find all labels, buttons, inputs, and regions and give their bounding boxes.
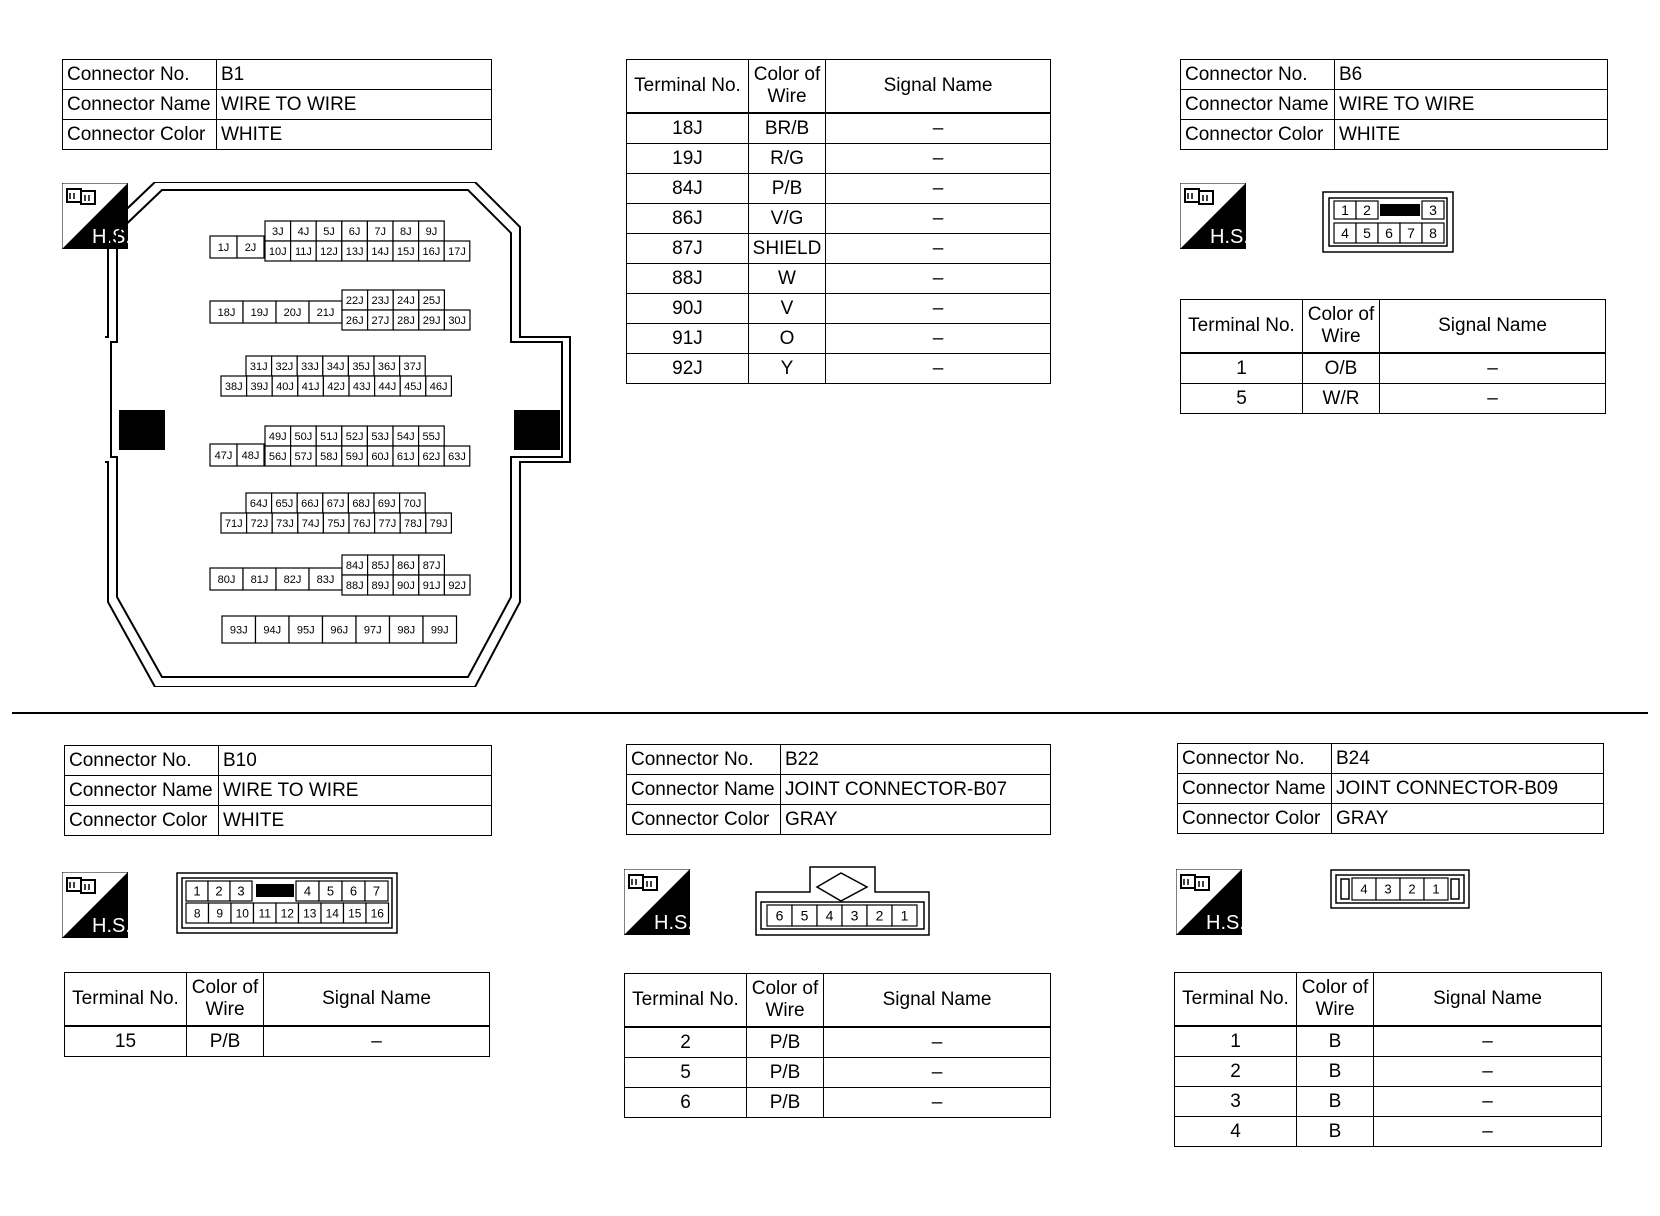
terminal-no-cell: 90J bbox=[627, 294, 749, 324]
pin-label: 15 bbox=[348, 906, 362, 921]
pin-label: 18J bbox=[217, 306, 236, 319]
pin-label: 11J bbox=[294, 245, 312, 258]
signal-name-cell: – bbox=[826, 204, 1051, 234]
hs-label: H.S. bbox=[92, 226, 128, 248]
pin-label: 34J bbox=[326, 360, 345, 373]
connector-name-value: WIRE TO WIRE bbox=[219, 776, 492, 806]
pin-label: 23J bbox=[371, 294, 390, 307]
terminal-no-header: Terminal No. bbox=[65, 973, 187, 1027]
b24-terminal-table bbox=[1174, 972, 1602, 1147]
terminal-no-cell: 86J bbox=[627, 204, 749, 234]
pin-label: 3 bbox=[237, 883, 245, 899]
pin-label: 6J bbox=[348, 225, 361, 238]
wire-color-cell: B bbox=[1297, 1087, 1374, 1117]
signal-name-header: Signal Name bbox=[1374, 973, 1602, 1027]
pin-label: 1J bbox=[217, 241, 230, 254]
b24-connector-face bbox=[1330, 869, 1470, 909]
pin-label: 96J bbox=[330, 624, 349, 637]
pin-label: 2 bbox=[1363, 202, 1371, 219]
pin-label: 41J bbox=[301, 380, 320, 393]
signal-name-cell: – bbox=[824, 1058, 1051, 1088]
pin-label: 94J bbox=[263, 624, 282, 637]
table-row bbox=[625, 1027, 1051, 1058]
color-of-wire-header: Color of Wire bbox=[749, 60, 826, 114]
pin-label: 77J bbox=[378, 517, 397, 530]
pin-label: 4 bbox=[1341, 225, 1349, 242]
signal-name-cell: – bbox=[826, 144, 1051, 174]
pin-label: 13J bbox=[345, 245, 364, 258]
pin-label: 30J bbox=[448, 314, 467, 327]
svg-text:H.S.: H.S. bbox=[1210, 226, 1246, 248]
pin-label: 56J bbox=[268, 450, 287, 463]
pin-label: 5 bbox=[1363, 225, 1371, 242]
pin-label: 3 bbox=[1384, 881, 1392, 897]
signal-name-header: Signal Name bbox=[264, 973, 490, 1027]
pin-label: 73J bbox=[276, 517, 294, 530]
connector-name-value: JOINT CONNECTOR-B07 bbox=[781, 775, 1051, 805]
table-row bbox=[627, 324, 1051, 354]
table-row bbox=[627, 204, 1051, 234]
pin-label: 2 bbox=[875, 907, 884, 924]
pin-label: 63J bbox=[448, 450, 466, 463]
pin-label: 68J bbox=[352, 497, 371, 510]
connector-color-label: Connector Color bbox=[63, 120, 217, 150]
terminal-no-cell: 19J bbox=[627, 144, 749, 174]
pin-label: 8 bbox=[1429, 225, 1437, 242]
pin-label: 71J bbox=[224, 517, 243, 530]
connector-name-label: Connector Name bbox=[65, 776, 219, 806]
pin-label: 27J bbox=[371, 314, 390, 327]
pin-label: 80J bbox=[217, 573, 236, 586]
pin-label: 4J bbox=[297, 225, 310, 238]
wire-color-cell: V bbox=[749, 294, 826, 324]
signal-name-cell: – bbox=[826, 294, 1051, 324]
connector-name-label: Connector Name bbox=[63, 90, 217, 120]
pin-label: 22J bbox=[345, 294, 364, 307]
terminal-no-cell: 18J bbox=[627, 113, 749, 144]
pin-label: 9J bbox=[425, 225, 438, 238]
color-of-wire-header: Color of Wire bbox=[1297, 973, 1374, 1027]
pin-label: 6 bbox=[1385, 225, 1393, 242]
pin-label: 85J bbox=[371, 559, 390, 572]
signal-name-cell: – bbox=[826, 264, 1051, 294]
signal-name-cell: – bbox=[1374, 1087, 1602, 1117]
pin-label: 78J bbox=[404, 517, 422, 530]
pin-label: 29J bbox=[422, 314, 441, 327]
signal-name-header: Signal Name bbox=[1380, 300, 1606, 354]
terminal-no-cell: 1 bbox=[1175, 1026, 1297, 1057]
pin-label: 16 bbox=[370, 906, 384, 921]
pin-label: 35J bbox=[352, 360, 371, 373]
pin-label: 70J bbox=[403, 497, 422, 510]
pin-label: 25J bbox=[422, 294, 441, 307]
terminal-no-cell: 2 bbox=[625, 1027, 747, 1058]
pin-label: 44J bbox=[378, 380, 397, 393]
pin-label: 81J bbox=[250, 573, 269, 586]
pin-label: 4 bbox=[303, 883, 312, 899]
pin-label: 5 bbox=[326, 883, 335, 899]
b22-terminal-table bbox=[624, 973, 1051, 1118]
pin-label: 2 bbox=[1408, 881, 1416, 897]
b22-info-table bbox=[626, 744, 1051, 835]
pin-label: 98J bbox=[397, 624, 416, 637]
pin-label: 7J bbox=[374, 225, 387, 238]
terminal-no-cell: 84J bbox=[627, 174, 749, 204]
terminal-no-cell: 1 bbox=[1181, 353, 1303, 384]
connector-no-label: Connector No. bbox=[63, 60, 217, 90]
terminal-no-cell: 87J bbox=[627, 234, 749, 264]
table-row bbox=[1175, 1087, 1602, 1117]
pin-label: 4 bbox=[825, 907, 834, 924]
hs-icon bbox=[62, 872, 128, 938]
terminal-no-cell: 4 bbox=[1175, 1117, 1297, 1147]
terminal-no-header: Terminal No. bbox=[625, 974, 747, 1028]
pin-label: 69J bbox=[377, 497, 396, 510]
pin-label: 12J bbox=[320, 245, 338, 258]
signal-name-cell: – bbox=[826, 354, 1051, 384]
color-of-wire-header: Color of Wire bbox=[747, 974, 824, 1028]
pin-label: 24J bbox=[397, 294, 415, 307]
pin-label: 1 bbox=[900, 907, 909, 924]
pin-label: 75J bbox=[327, 517, 346, 530]
section-divider bbox=[12, 712, 1648, 714]
connector-no-label: Connector No. bbox=[65, 746, 219, 776]
pin-label: 26J bbox=[345, 314, 364, 327]
pin-label: 13 bbox=[303, 906, 317, 921]
signal-name-cell: – bbox=[1374, 1026, 1602, 1057]
pin-label: 79J bbox=[429, 517, 448, 530]
pin-label: 17J bbox=[448, 245, 466, 258]
pin-label: 3 bbox=[850, 907, 859, 924]
pin-label: 15J bbox=[396, 245, 415, 258]
pin-label: 61J bbox=[396, 450, 415, 463]
connector-color-value: GRAY bbox=[1332, 804, 1604, 834]
pin-label: 38J bbox=[224, 380, 243, 393]
connector-no-label: Connector No. bbox=[1178, 744, 1332, 774]
hs-icon bbox=[1180, 183, 1246, 249]
wire-color-cell: O/B bbox=[1303, 353, 1380, 384]
b1-connector-face bbox=[105, 182, 575, 687]
pin-label: 58J bbox=[320, 450, 338, 463]
pin-label: 59J bbox=[345, 450, 364, 463]
connector-color-value: WHITE bbox=[219, 806, 492, 836]
wire-color-cell: V/G bbox=[749, 204, 826, 234]
connector-color-value: GRAY bbox=[781, 805, 1051, 835]
connector-no-value: B10 bbox=[219, 746, 492, 776]
pin-label: 55J bbox=[422, 430, 441, 443]
signal-name-cell: – bbox=[826, 174, 1051, 204]
pin-label: 28J bbox=[397, 314, 415, 327]
signal-name-cell: – bbox=[826, 234, 1051, 264]
pin-label: 57J bbox=[294, 450, 313, 463]
pin-label: 92J bbox=[448, 579, 467, 592]
table-row bbox=[1181, 384, 1606, 414]
terminal-no-cell: 15 bbox=[65, 1026, 187, 1057]
connector-color-label: Connector Color bbox=[627, 805, 781, 835]
pin-label: 47J bbox=[214, 449, 233, 462]
pin-label: 21J bbox=[316, 306, 335, 319]
pin-label: 51J bbox=[320, 430, 338, 443]
wire-color-cell: Y bbox=[749, 354, 826, 384]
pin-label: 53J bbox=[371, 430, 390, 443]
b1-terminal-table bbox=[626, 59, 1051, 384]
wire-color-cell: P/B bbox=[747, 1088, 824, 1118]
pin-label: 14 bbox=[325, 906, 339, 921]
signal-name-header: Signal Name bbox=[826, 60, 1051, 114]
wire-color-cell: P/B bbox=[187, 1026, 264, 1057]
terminal-no-cell: 2 bbox=[1175, 1057, 1297, 1087]
signal-name-cell: – bbox=[1380, 384, 1606, 414]
pin-label: 10 bbox=[235, 906, 249, 921]
pin-label: 10J bbox=[268, 245, 287, 258]
pin-label: 72J bbox=[250, 517, 269, 530]
wire-color-cell: SHIELD bbox=[749, 234, 826, 264]
pin-label: 45J bbox=[404, 380, 422, 393]
connector-name-value: JOINT CONNECTOR-B09 bbox=[1332, 774, 1604, 804]
wire-color-cell: W bbox=[749, 264, 826, 294]
table-row bbox=[627, 264, 1051, 294]
pin-label: 93J bbox=[229, 624, 248, 637]
key-block bbox=[1380, 204, 1420, 216]
pin-label: 1 bbox=[193, 883, 201, 899]
pin-label: 7 bbox=[1407, 225, 1415, 242]
connector-no-value: B22 bbox=[781, 745, 1051, 775]
b6-info-table bbox=[1180, 59, 1608, 150]
pin-label: 46J bbox=[429, 380, 448, 393]
table-row bbox=[627, 144, 1051, 174]
terminal-no-cell: 92J bbox=[627, 354, 749, 384]
connector-no-value: B24 bbox=[1332, 744, 1604, 774]
pin-label: 87J bbox=[422, 559, 441, 572]
connector-color-value: WHITE bbox=[217, 120, 492, 150]
pin-label: 91J bbox=[422, 579, 441, 592]
pin-label: 82J bbox=[283, 573, 302, 586]
pin-label: 1 bbox=[1341, 202, 1349, 219]
pin-label: 31J bbox=[249, 360, 268, 373]
wire-color-cell: BR/B bbox=[749, 113, 826, 144]
table-row bbox=[1175, 1057, 1602, 1087]
pin-label: 90J bbox=[397, 579, 415, 592]
color-of-wire-header: Color of Wire bbox=[1303, 300, 1380, 354]
connector-color-label: Connector Color bbox=[1178, 804, 1332, 834]
table-row bbox=[1175, 1026, 1602, 1057]
pin-label: 8J bbox=[399, 225, 412, 238]
b22-connector-face bbox=[755, 865, 930, 937]
pin-label: 52J bbox=[345, 430, 364, 443]
svg-text:H.S.: H.S. bbox=[92, 915, 128, 937]
pin-label: 19J bbox=[250, 306, 269, 319]
b10-connector-face bbox=[176, 872, 398, 934]
pin-label: 48J bbox=[241, 449, 260, 462]
connector-color-value: WHITE bbox=[1335, 120, 1608, 150]
table-row bbox=[625, 1058, 1051, 1088]
table-row bbox=[65, 1026, 490, 1057]
signal-name-cell: – bbox=[264, 1026, 490, 1057]
pin-label: 89J bbox=[371, 579, 390, 592]
terminal-no-cell: 91J bbox=[627, 324, 749, 354]
table-row bbox=[627, 113, 1051, 144]
signal-name-cell: – bbox=[824, 1027, 1051, 1058]
signal-name-cell: – bbox=[1374, 1117, 1602, 1147]
b1-info-table bbox=[62, 59, 492, 150]
hs-icon bbox=[624, 869, 690, 935]
pin-label: 16J bbox=[422, 245, 441, 258]
signal-name-cell: – bbox=[826, 324, 1051, 354]
pin-label: 3J bbox=[271, 225, 284, 238]
signal-name-cell: – bbox=[826, 113, 1051, 144]
pin-label: 88J bbox=[345, 579, 364, 592]
connector-color-label: Connector Color bbox=[1181, 120, 1335, 150]
connector-no-label: Connector No. bbox=[627, 745, 781, 775]
connector-name-label: Connector Name bbox=[1178, 774, 1332, 804]
pin-label: 60J bbox=[371, 450, 390, 463]
pin-label: 54J bbox=[396, 430, 415, 443]
pin-label: 76J bbox=[352, 517, 371, 530]
pin-label: 1 bbox=[1432, 881, 1440, 897]
terminal-no-cell: 5 bbox=[1181, 384, 1303, 414]
pin-label: 40J bbox=[276, 380, 294, 393]
table-row bbox=[1175, 1117, 1602, 1147]
pin-label: 67J bbox=[326, 497, 345, 510]
pin-label: 14J bbox=[371, 245, 390, 258]
connector-name-label: Connector Name bbox=[627, 775, 781, 805]
pin-label: 97J bbox=[363, 624, 382, 637]
signal-name-cell: – bbox=[824, 1088, 1051, 1118]
terminal-no-header: Terminal No. bbox=[1175, 973, 1297, 1027]
terminal-no-header: Terminal No. bbox=[1181, 300, 1303, 354]
key-block bbox=[256, 884, 294, 897]
signal-name-cell: – bbox=[1374, 1057, 1602, 1087]
signal-name-cell: – bbox=[1380, 353, 1606, 384]
color-of-wire-header: Color of Wire bbox=[187, 973, 264, 1027]
pin-label: 9 bbox=[216, 906, 224, 921]
pin-label: 20J bbox=[283, 306, 302, 319]
wire-color-cell: R/G bbox=[749, 144, 826, 174]
pin-label: 49J bbox=[268, 430, 287, 443]
terminal-no-cell: 5 bbox=[625, 1058, 747, 1088]
wire-color-cell: P/B bbox=[747, 1027, 824, 1058]
b10-info-table bbox=[64, 745, 492, 836]
pin-label: 64J bbox=[249, 497, 268, 510]
pin-label: 6 bbox=[349, 883, 358, 899]
pin-label: 83J bbox=[316, 573, 335, 586]
pin-label: 32J bbox=[275, 360, 294, 373]
table-row bbox=[1181, 353, 1606, 384]
pin-label: 11 bbox=[258, 906, 271, 921]
connector-no-value: B6 bbox=[1335, 60, 1608, 90]
pin-label: 99J bbox=[430, 624, 449, 637]
pin-label: 95J bbox=[296, 624, 315, 637]
pin-label: 2J bbox=[244, 241, 257, 254]
wire-color-cell: W/R bbox=[1303, 384, 1380, 414]
pin-label: 8 bbox=[193, 906, 201, 921]
table-row bbox=[627, 354, 1051, 384]
pin-label: 36J bbox=[377, 360, 396, 373]
wire-color-cell: P/B bbox=[749, 174, 826, 204]
pin-label: 4 bbox=[1360, 881, 1368, 897]
pin-label: 62J bbox=[422, 450, 441, 463]
svg-text:H.S.: H.S. bbox=[1206, 912, 1242, 934]
pin-label: 33J bbox=[301, 360, 319, 373]
table-row bbox=[625, 1088, 1051, 1118]
pin-label: 50J bbox=[294, 430, 313, 443]
hs-icon bbox=[1176, 869, 1242, 935]
pin-label: 39J bbox=[250, 380, 269, 393]
connector-name-value: WIRE TO WIRE bbox=[1335, 90, 1608, 120]
table-row bbox=[627, 234, 1051, 264]
pin-label: 12 bbox=[280, 906, 294, 921]
pin-label: 5J bbox=[323, 225, 335, 238]
connector-no-label: Connector No. bbox=[1181, 60, 1335, 90]
pin-label: 5 bbox=[800, 907, 809, 924]
b6-connector-face bbox=[1322, 191, 1454, 253]
pin-label: 37J bbox=[403, 360, 422, 373]
pin-label: 2 bbox=[215, 883, 223, 899]
pin-label: 66J bbox=[301, 497, 319, 510]
pin-label: 43J bbox=[352, 380, 371, 393]
connector-no-value: B1 bbox=[217, 60, 492, 90]
wire-color-cell: B bbox=[1297, 1057, 1374, 1087]
wire-color-cell: P/B bbox=[747, 1058, 824, 1088]
b10-terminal-table bbox=[64, 972, 490, 1057]
wire-color-cell: B bbox=[1297, 1117, 1374, 1147]
svg-text:H.S.: H.S. bbox=[654, 912, 690, 934]
b6-terminal-table bbox=[1180, 299, 1606, 414]
terminal-no-cell: 6 bbox=[625, 1088, 747, 1118]
terminal-no-cell: 88J bbox=[627, 264, 749, 294]
table-row bbox=[627, 174, 1051, 204]
terminal-no-header: Terminal No. bbox=[627, 60, 749, 114]
b24-info-table bbox=[1177, 743, 1604, 834]
wire-color-cell: B bbox=[1297, 1026, 1374, 1057]
table-row bbox=[627, 294, 1051, 324]
pin-label: 65J bbox=[275, 497, 294, 510]
pin-label: 86J bbox=[397, 559, 415, 572]
connector-name-value: WIRE TO WIRE bbox=[217, 90, 492, 120]
pin-label: 7 bbox=[372, 883, 381, 899]
pin-label: 84J bbox=[345, 559, 364, 572]
pin-label: 6 bbox=[775, 907, 784, 924]
pin-label: 42J bbox=[327, 380, 346, 393]
connector-color-label: Connector Color bbox=[65, 806, 219, 836]
connector-name-label: Connector Name bbox=[1181, 90, 1335, 120]
wire-color-cell: O bbox=[749, 324, 826, 354]
terminal-no-cell: 3 bbox=[1175, 1087, 1297, 1117]
signal-name-header: Signal Name bbox=[824, 974, 1051, 1028]
pin-label: 3 bbox=[1429, 202, 1437, 219]
pin-label: 74J bbox=[301, 517, 320, 530]
